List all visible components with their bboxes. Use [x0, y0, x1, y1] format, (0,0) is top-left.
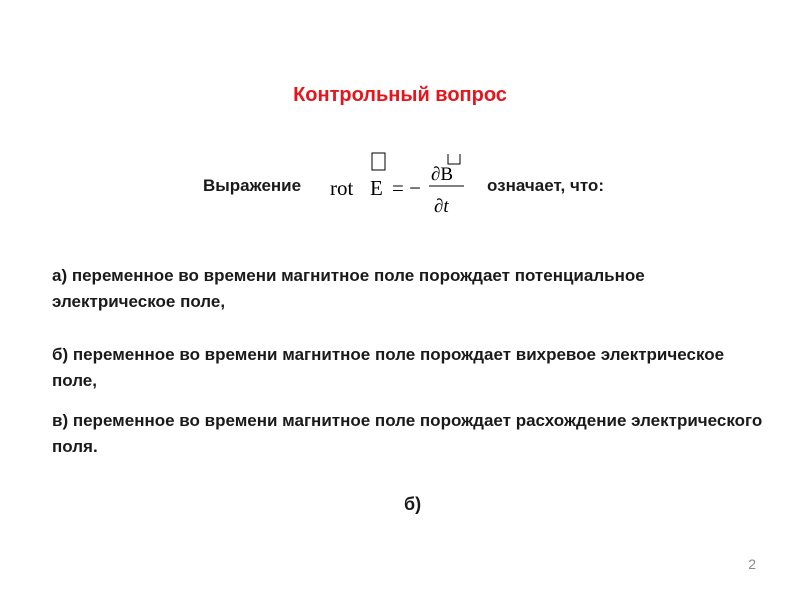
vector-arrow-b	[448, 154, 460, 164]
formula-rot-e	[328, 150, 473, 230]
answer-c: в) переменное во времени магнитное поле порождает расхождение электрического поля.	[52, 411, 763, 456]
expression-row	[0, 150, 800, 230]
answer-a: а) переменное во времени магнитное поле порождает потенциальное электрическое поле,	[52, 266, 645, 311]
formula-equals-minus: = −	[392, 176, 421, 200]
expression-after: означает, что:	[487, 176, 604, 195]
answer-b: б) переменное во времени магнитное поле порождает вихревое электрическое поле,	[52, 345, 725, 390]
expression-label: Выражение	[203, 176, 302, 195]
slide-title: Контрольный вопрос	[293, 84, 507, 106]
correct-answer: б)	[404, 494, 422, 514]
formula-denominator: ∂t	[434, 196, 449, 217]
page-number: 2	[748, 556, 756, 572]
formula-lhs-vector: E	[370, 176, 383, 200]
formula-rot: rot	[330, 176, 354, 200]
formula-numerator: ∂B	[431, 164, 454, 185]
vector-arrow-e	[372, 153, 385, 170]
